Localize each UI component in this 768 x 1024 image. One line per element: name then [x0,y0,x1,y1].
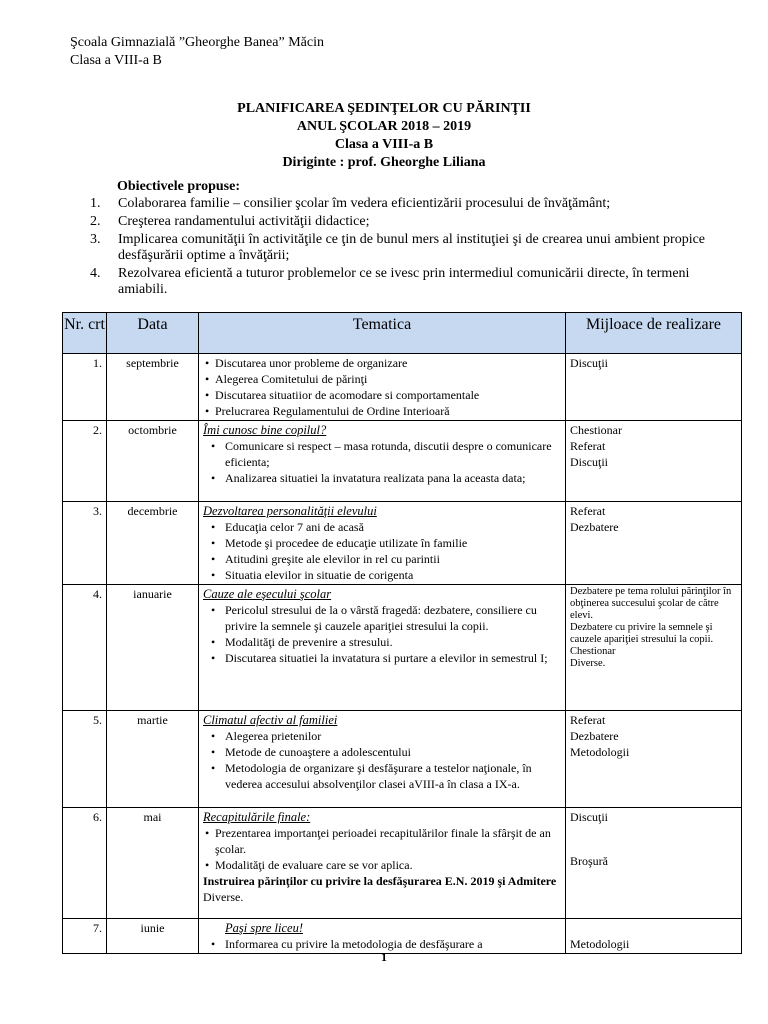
means-item: Broşură [570,854,608,868]
means-spacer [570,825,737,853]
row-means [566,502,742,585]
topic-item: • Modalităţi de prevenire a stresului. [203,634,561,650]
topic-item: • Prezentarea importanţei perioadei recapitulărilor finale la sfârşit de an şcolar. [203,825,561,857]
topics-list [203,825,561,873]
topic-item: • Alegerea prietenilor [203,728,561,744]
topic-item: • Analizarea situatiei la invatatura realizata pana la aceasta data; [203,470,561,486]
row-nr: 6. [63,808,107,919]
row-topics [199,502,566,585]
topic-item: • Metode şi procedee de educaţie utilizate în familie [203,535,561,551]
topics-list [203,602,561,666]
means-item: Discuţii [570,810,608,824]
row-nr: 3. [63,502,107,585]
objective-item: 3. Implicarea comunităţii în activităţile ce ţin de bunul mers al instituţiei şi de crearea unui ambient propice desfăşurării optime a învăţării; [90,232,706,263]
row-date: octombrie [107,421,199,502]
topic-item: • Informarea cu privire la metodologia de desfăşurare a [203,936,561,952]
topic-item: • Discutarea unor probleme de organizare [203,355,561,371]
means-item: Referat [570,504,606,518]
row-nr: 4. [63,585,107,711]
topic-item: • Discutarea situatiei la invatatura si purtare a elevilor in semestrul I; [203,650,561,666]
topic-item: • Metode de cunoaştere a adolescentului [203,744,561,760]
topic-title: Cauze ale eşecului şcolar [203,587,332,601]
row-topics [199,808,566,919]
row-date: martie [107,711,199,808]
school-header [70,34,324,70]
topic-item: • Alegerea Comitetului de părinţi [203,371,561,387]
topic-item: • Metodologia de organizare şi desfăşurare a testelor naţionale, în vederea accesului absolvenţilor clasei aVIII-a în clasa a IX-a. [203,760,561,792]
row-date: septembrie [107,354,199,421]
school-class: Clasa a VIII-a B [70,53,162,68]
means-item: Chestionar [570,423,622,437]
row-means [566,808,742,919]
objective-item: 2. Creşterea randamentului activităţii didactice; [90,214,370,229]
row-nr: 2. [63,421,107,502]
header-date: Data [107,313,199,354]
topics-list [203,355,561,419]
row-date: iunie [107,919,199,954]
topic-item: • Atitudini greşite ale elevilor in rel cu parintii [203,551,561,567]
topic-item: • Discutarea situatiior de acomodare si comportamentale [203,387,561,403]
document-titles [0,100,768,172]
class-title: Clasa a VIII-a B [334,137,434,152]
table-row [63,502,742,585]
school-name: Şcoala Gimnazială ”Gheorghe Banea” Măcin [70,35,324,50]
header-means: Mijloace de realizare [566,313,742,354]
row-means [566,354,742,421]
table-row [63,585,742,711]
row-nr: 7. [63,919,107,954]
means-item: Discuţii [570,455,608,469]
row-means [566,711,742,808]
objective-item: 1. Colaborarea familie – consilier şcolar îm vedera eficientizării procesului de învăţământ; [90,196,611,211]
row-means [566,919,742,954]
school-year: ANUL ŞCOLAR 2018 – 2019 [296,119,472,134]
row-topics [199,919,566,954]
objectives-title: Obiectivele propuse: [117,179,241,194]
means-item: Dezbatere cu privire la semnele şi cauzele apariţiei stresului la copii. [570,622,714,645]
objectives-list [90,196,710,300]
teacher-name: Diriginte : prof. Gheorghe Liliana [282,155,486,170]
row-topics [199,421,566,502]
row-date: mai [107,808,199,919]
topic-title: Climatul afectiv al familiei [203,713,338,727]
row-means [566,421,742,502]
topic-item: • Comunicare si respect – masa rotunda, discutii despre o comunicare eficienta; [203,438,561,470]
table-row [63,919,742,954]
topic-item: • Prelucrarea Regulamentului de Ordine Interioară [203,403,561,419]
means-item: Metodologii [570,937,630,951]
topic-item: • Modalităţi de evaluare care se vor aplica. [203,857,561,873]
row-nr: 5. [63,711,107,808]
means-item: Referat [570,713,606,727]
topic-title: Îmi cunosc bine copilul? [203,423,327,437]
means-item: Chestionar [570,646,616,657]
meetings-table [62,312,742,954]
topic-item: • Situatia elevilor in situatie de corigenta [203,567,561,583]
row-date: decembrie [107,502,199,585]
means-item: Referat [570,439,606,453]
topic-title: Recapitulările finale: [203,810,311,824]
means-item: Dezbatere pe tema rolului părinţilor în obţinerea succesului şcolar de către elevi. [570,586,732,621]
table-row [63,808,742,919]
topics-list [203,519,561,583]
topic-item: • Pericolul stresului de la o vârstă fragedă: dezbatere, consiliere cu privire la semnele şi cauzele apariţiei stresului la copii. [203,602,561,634]
header-nr: Nr. crt [63,313,107,354]
means-item: Metodologii [570,745,630,759]
table-row [63,711,742,808]
means-item: Diverse. [570,658,606,669]
document-title: PLANIFICAREA ŞEDINŢELOR CU PĂRINŢII [237,101,531,116]
row-means [566,585,742,711]
row-nr: 1. [63,354,107,421]
means-item: Discuţii [570,356,608,370]
means-item: Dezbatere [570,729,619,743]
page-number: 1 [381,950,387,964]
table-row [63,421,742,502]
topic-title: Dezvoltarea personalităţii elevului [203,504,377,518]
extra-note: Diverse. [203,890,244,904]
topic-title: Paşi spre liceu! [225,921,303,935]
objective-item: 4. Rezolvarea eficientă a tuturor problemelor ce se ivesc prin intermediul comunicării directe, în termeni amiabili. [90,266,690,297]
means-item: Dezbatere [570,520,619,534]
topics-list [203,438,561,486]
row-topics [199,711,566,808]
table-row [63,354,742,421]
header-topic: Tematica [199,313,566,354]
table-header-row [63,313,742,354]
instruction-note: Instruirea părinţilor cu privire la desfăşurarea E.N. 2019 şi Admitere [203,874,557,888]
topics-list [203,728,561,792]
topic-item: • Educaţia celor 7 ani de acasă [203,519,561,535]
row-topics [199,585,566,711]
row-date: ianuarie [107,585,199,711]
row-topics [199,354,566,421]
